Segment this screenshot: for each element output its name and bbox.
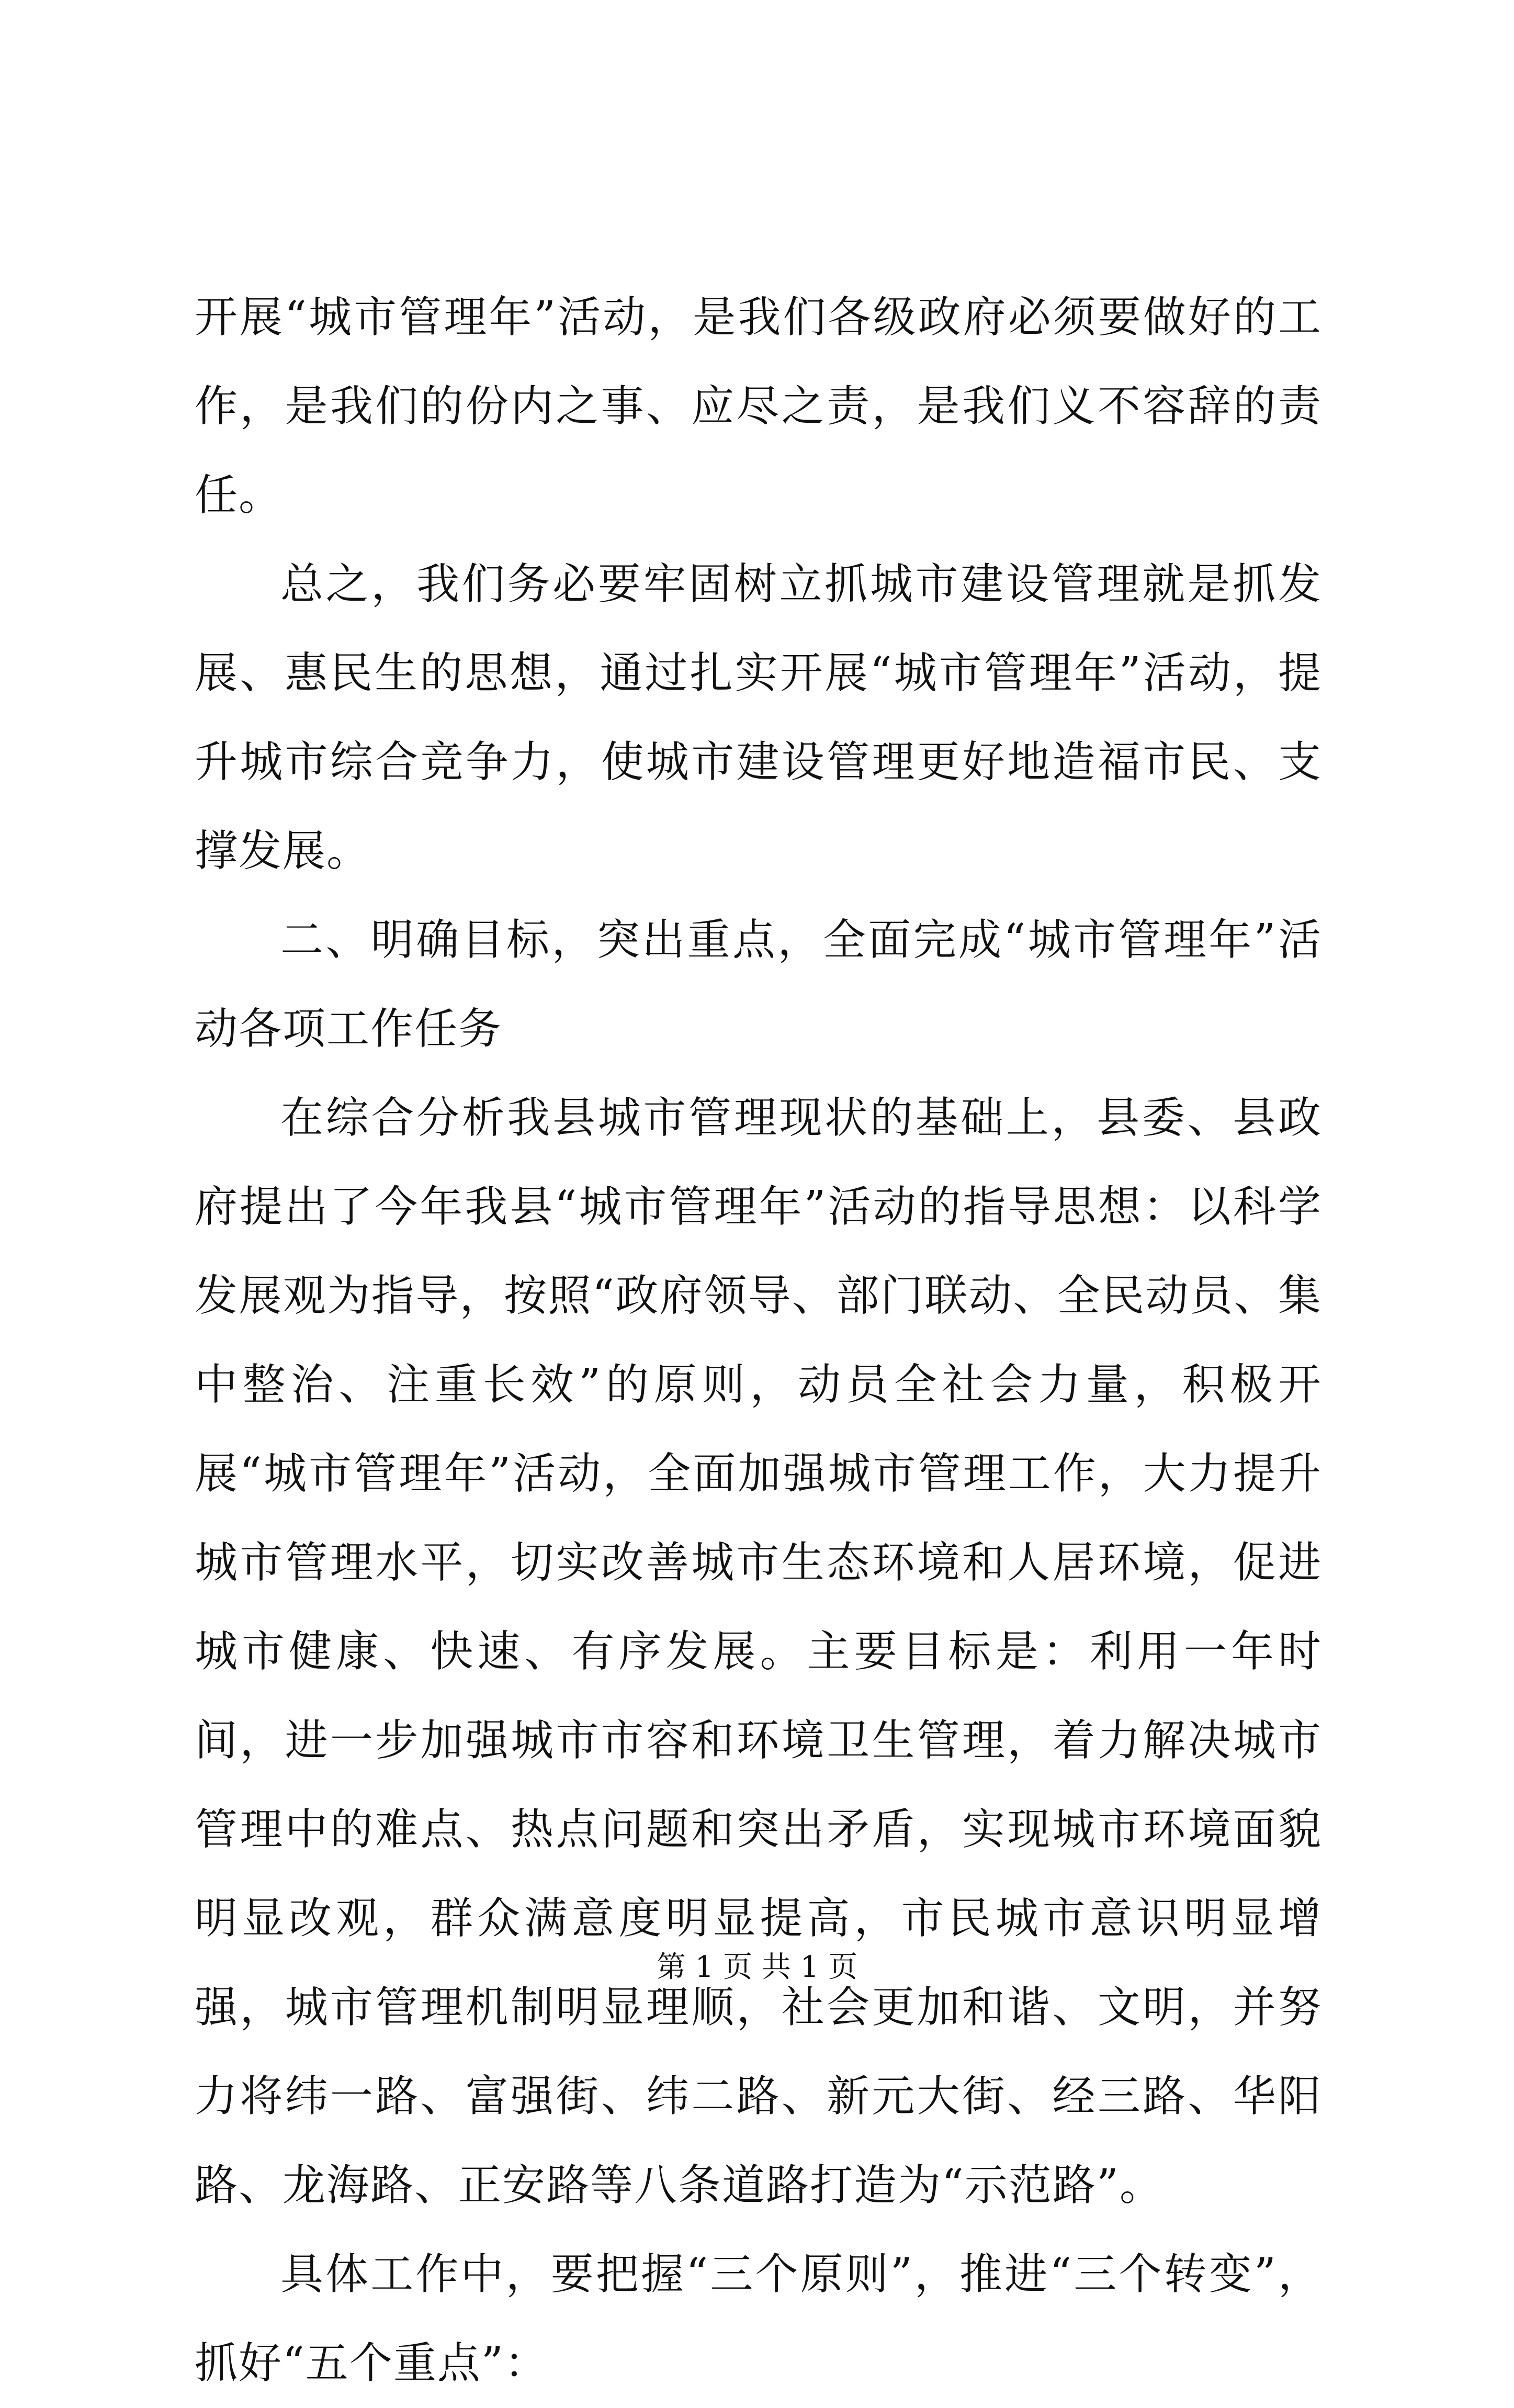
page-number-footer: 第 1 页 共 1 页 xyxy=(656,1950,858,1984)
paragraph-summary: 总之，我们务必要牢固树立抓城市建设管理就是抓发展、惠民生的思想，通过扎实开展“城市管理年”活动，提升城市综合竞争力，使城市建设管理更好地造福市民、支撑发展。 xyxy=(195,559,1322,876)
paragraph-principles: 具体工作中，要把握“三个原则”，推进“三个转变”，抓好“五个重点”： xyxy=(195,2249,1322,2388)
paragraph-continuation: 开展“城市管理年”活动，是我们各级政府必须要做好的工作，是我们的份内之事、应尽之责，是我们义不容辞的责任。 xyxy=(195,292,1322,520)
paragraph-guiding-thought: 在综合分析我县城市管理现状的基础上，县委、县政府提出了今年我县“城市管理年”活动的指导思想：以科学发展观为指导，按照“政府领导、部门联动、全民动员、集中整治、注重长效”的原则，动员全社会力量，积极开展“城市管理年”活动，全面加强城市管理工作，大力提升城市管理水平，切实改善城市生态环境和人居环境，促进城市健康、快速、有序发展。主要目标是：利用一年时间，进一步加强城市市容和环境卫生管理，着力解决城市管理中的难点、热点问题和突出矛盾，实现城市环境面貌明显改观，群众满意度明显提高，市民城市意识明显增强，城市管理机制明显理顺，社会更加和谐、文明，并努力将纬一路、富强街、纬二路、新元大街、经三路、华阳路、龙海路、正安路等八条道路打造为“示范路”。 xyxy=(195,1093,1322,2210)
section-heading: 二、明确目标，突出重点，全面完成“城市管理年”活动各项工作任务 xyxy=(195,915,1322,1054)
document-body xyxy=(195,273,1322,2408)
